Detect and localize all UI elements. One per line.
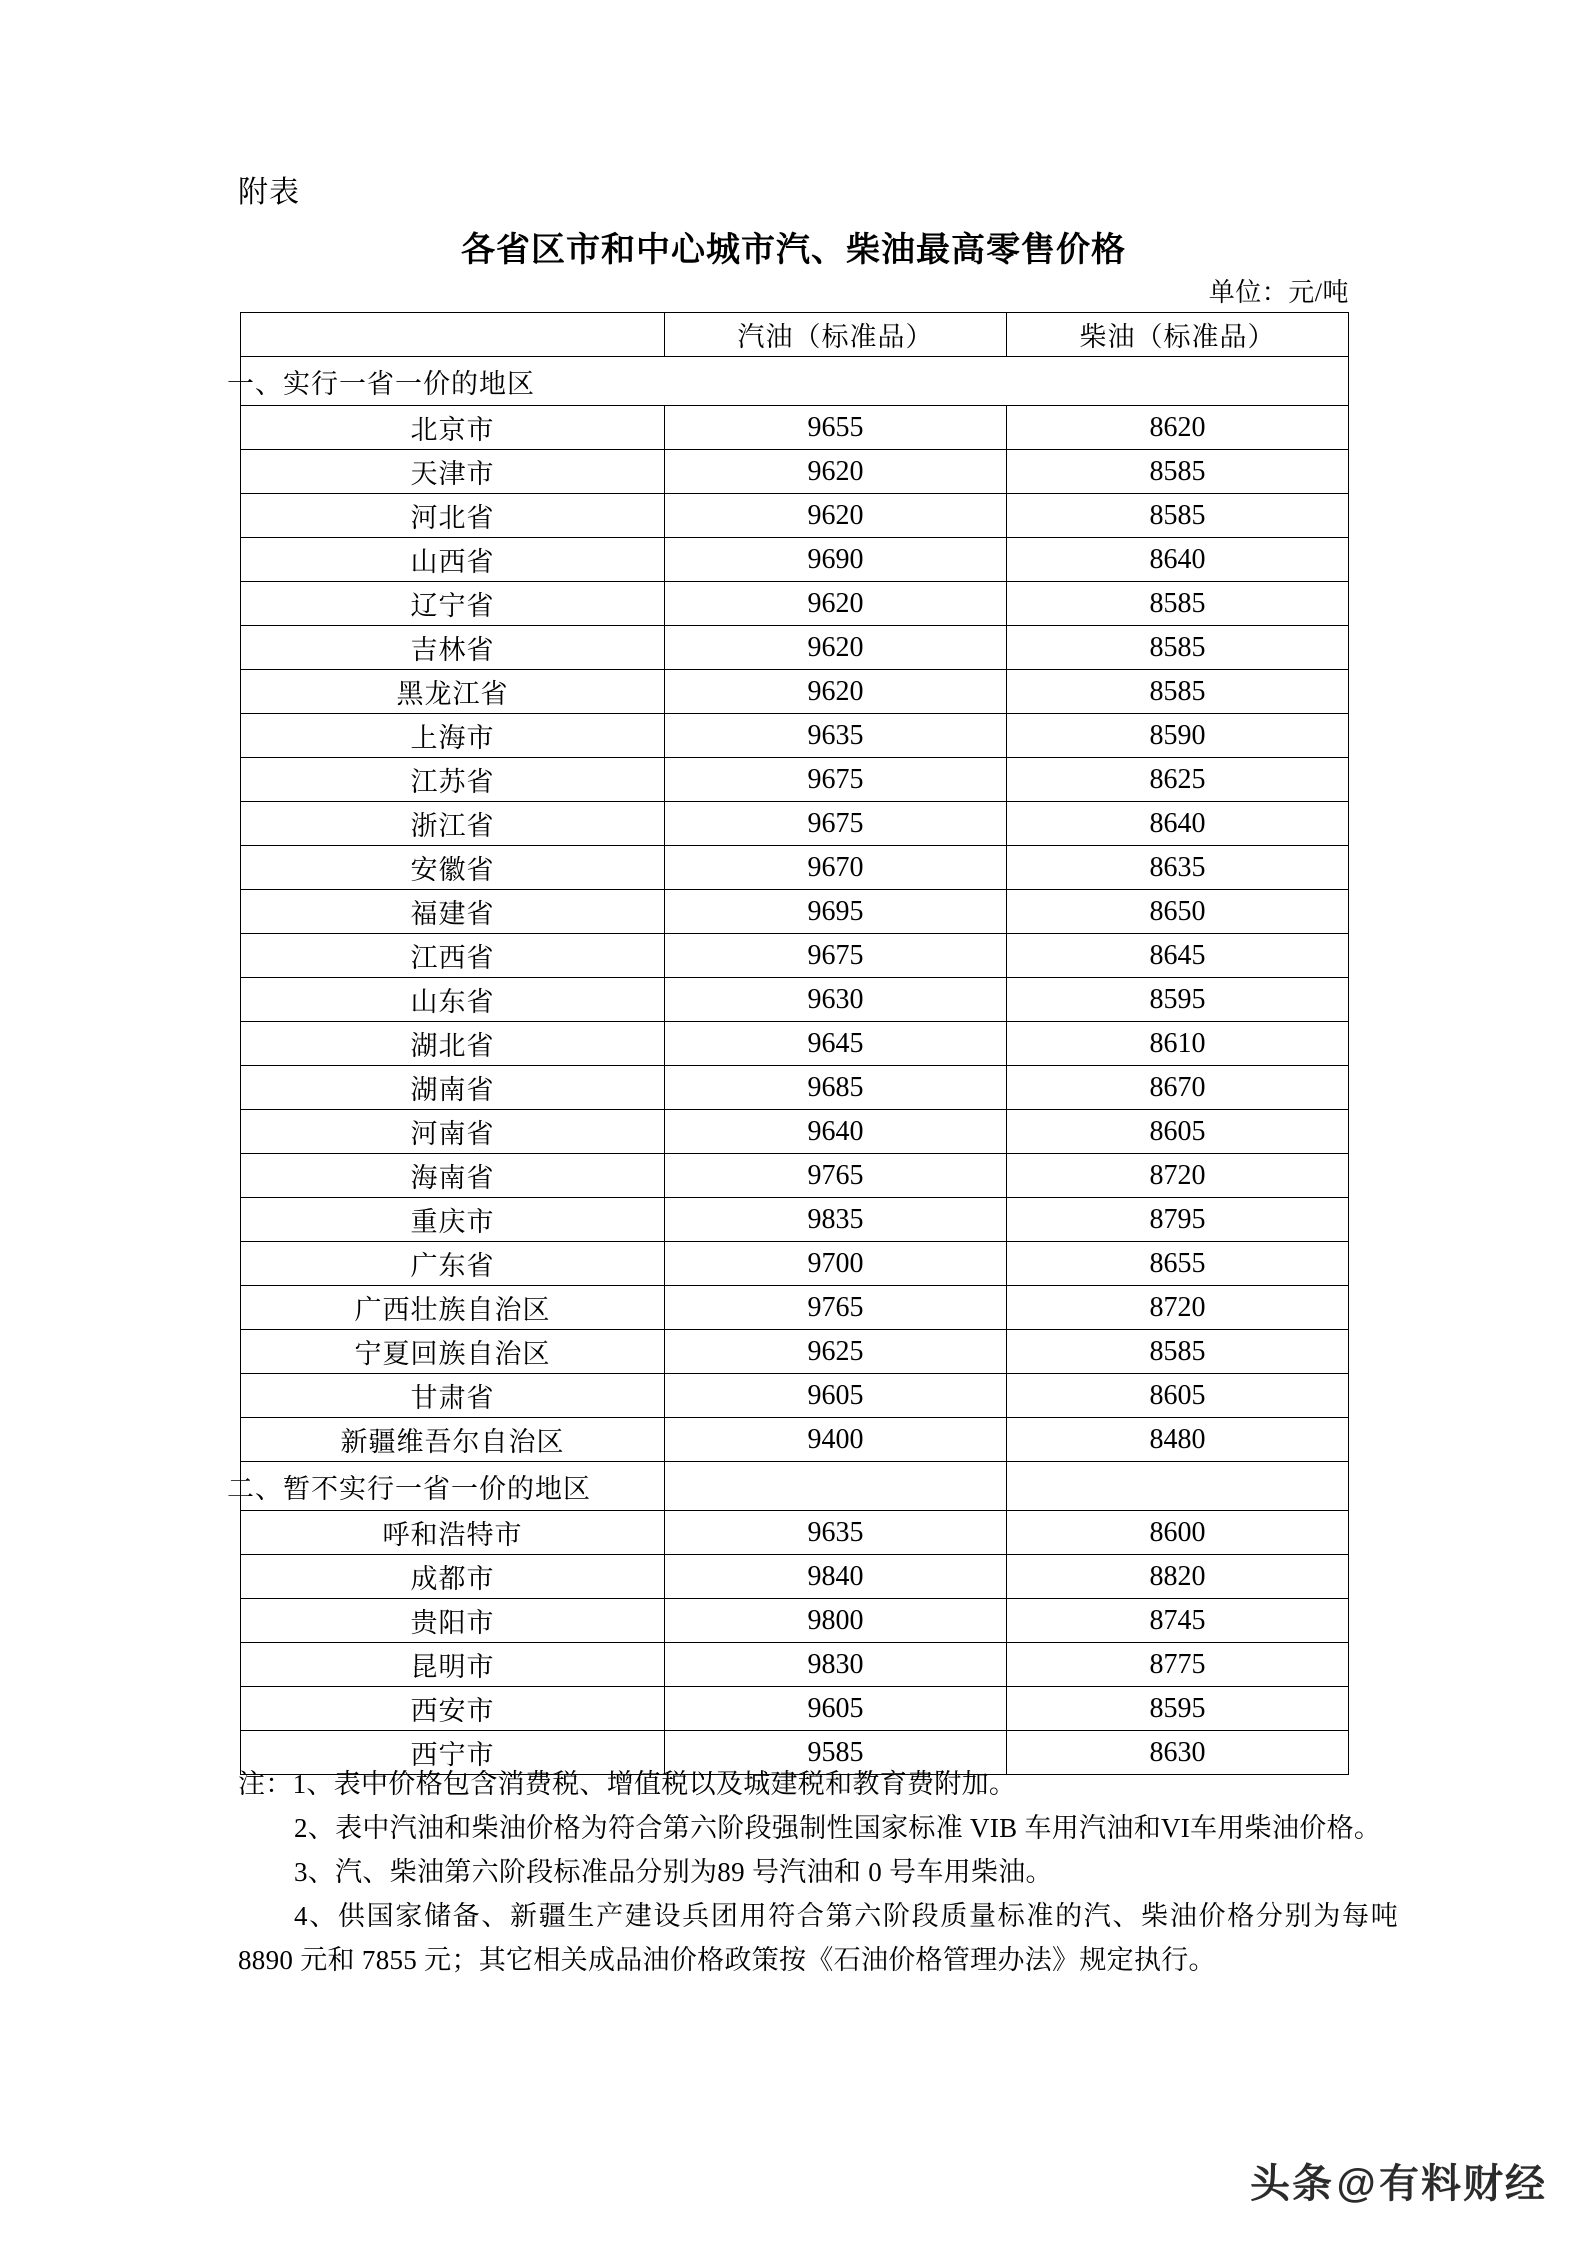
unit-note: 单位：元/吨 (1208, 278, 1349, 307)
cell-gasoline-price: 9765 (665, 1286, 1007, 1330)
cell-region: 甘肃省 (241, 1374, 665, 1418)
section-label: 一、实行一省一价的地区 (227, 368, 535, 399)
cell-diesel-price: 8670 (1007, 1066, 1349, 1110)
cell-region: 江西省 (241, 934, 665, 978)
cell-region: 江苏省 (241, 758, 665, 802)
cell-region: 北京市 (241, 406, 665, 450)
table-row (241, 626, 1349, 670)
cell-region: 呼和浩特市 (241, 1511, 665, 1555)
cell-gasoline-price: 9585 (665, 1731, 1007, 1775)
table-row (241, 1110, 1349, 1154)
cell-gasoline-price: 9640 (665, 1110, 1007, 1154)
table-row (241, 934, 1349, 978)
table-row (241, 978, 1349, 1022)
cell-diesel-price: 8595 (1007, 978, 1349, 1022)
cell-gasoline-price: 9670 (665, 846, 1007, 890)
cell-gasoline-price: 9685 (665, 1066, 1007, 1110)
watermark (1250, 2152, 1547, 2209)
cell-diesel-price: 8775 (1007, 1643, 1349, 1687)
cell-gasoline-price: 9765 (665, 1154, 1007, 1198)
table-row (241, 846, 1349, 890)
cell-diesel-price: 8585 (1007, 1330, 1349, 1374)
cell-gasoline-price: 9695 (665, 890, 1007, 934)
cell-region: 山西省 (241, 538, 665, 582)
cell-region: 湖南省 (241, 1066, 665, 1110)
cell-gasoline-price: 9625 (665, 1330, 1007, 1374)
table-row (241, 1687, 1349, 1731)
cell-diesel-price: 8640 (1007, 802, 1349, 846)
cell-diesel-price: 8600 (1007, 1511, 1349, 1555)
cell-region: 河南省 (241, 1110, 665, 1154)
header-cell-diesel: 柴油（标准品） (1007, 313, 1349, 357)
table-row (241, 1374, 1349, 1418)
table-row (241, 1286, 1349, 1330)
table-row (241, 670, 1349, 714)
table-row (241, 758, 1349, 802)
cell-region: 辽宁省 (241, 582, 665, 626)
table-row (241, 1511, 1349, 1555)
cell-region: 安徽省 (241, 846, 665, 890)
note-item-3: 3、汽、柴油第六阶段标准品分别为89 号汽油和 0 号车用柴油。 (294, 1857, 1053, 1887)
section-label-cell (227, 1462, 665, 1511)
table-section-row (241, 357, 1349, 406)
cell-diesel-price: 8620 (1007, 406, 1349, 450)
cell-region: 黑龙江省 (241, 670, 665, 714)
cell-gasoline-price: 9620 (665, 670, 1007, 714)
section-label-cell (227, 357, 1349, 406)
section-label: 二、暂不实行一省一价的地区 (227, 1473, 591, 1504)
table-row (241, 1330, 1349, 1374)
cell-gasoline-price: 9620 (665, 494, 1007, 538)
watermark-account: 有料财经 (1379, 2162, 1547, 2206)
cell-region: 湖北省 (241, 1022, 665, 1066)
cell-region: 西宁市 (241, 1731, 665, 1775)
cell-region: 天津市 (241, 450, 665, 494)
table-row (241, 494, 1349, 538)
cell-diesel-price: 8585 (1007, 670, 1349, 714)
cell-diesel-price: 8655 (1007, 1242, 1349, 1286)
cell-gasoline-price: 9635 (665, 714, 1007, 758)
table-row (241, 450, 1349, 494)
cell-diesel-price: 8605 (1007, 1110, 1349, 1154)
cell-gasoline-price: 9655 (665, 406, 1007, 450)
price-table (227, 312, 1349, 1775)
table-row (241, 1198, 1349, 1242)
table-row (241, 1022, 1349, 1066)
cell-gasoline-price: 9675 (665, 802, 1007, 846)
cell-region: 吉林省 (241, 626, 665, 670)
cell-gasoline-price: 9675 (665, 758, 1007, 802)
table-row (241, 1555, 1349, 1599)
cell-region: 浙江省 (241, 802, 665, 846)
watermark-platform: 头条 (1249, 2162, 1334, 2206)
cell-gasoline-price: 9620 (665, 450, 1007, 494)
cell-diesel-price: 8585 (1007, 450, 1349, 494)
cell-gasoline-price: 9605 (665, 1374, 1007, 1418)
table-row (241, 1599, 1349, 1643)
cell-region: 广东省 (241, 1242, 665, 1286)
note-item-1: 注：1、表中价格包含消费税、增值税以及城建税和教育费附加。 (238, 1769, 1017, 1799)
cell-diesel-price: 8585 (1007, 582, 1349, 626)
cell-diesel-price: 8585 (1007, 626, 1349, 670)
cell-diesel-price: 8720 (1007, 1286, 1349, 1330)
cell-gasoline-price: 9800 (665, 1599, 1007, 1643)
cell-region: 昆明市 (241, 1643, 665, 1687)
note-item-4: 4、供国家储备、新疆生产建设兵团用符合第六阶段质量标准的汽、柴油价格分别为每吨 8890 元和 7855 元；其它相关成品油价格政策按《石油价格管理办法》规定执行。 (238, 1901, 1398, 1975)
table-row (241, 1643, 1349, 1687)
table-row (241, 802, 1349, 846)
table-section-row (241, 1462, 1349, 1511)
cell-diesel-price: 8585 (1007, 494, 1349, 538)
section-empty-cell-diesel (1007, 1462, 1349, 1511)
table-row (241, 1242, 1349, 1286)
cell-diesel-price: 8590 (1007, 714, 1349, 758)
watermark-at-symbol: @ (1335, 2162, 1377, 2206)
cell-diesel-price: 8795 (1007, 1198, 1349, 1242)
table-row (241, 1418, 1349, 1462)
cell-gasoline-price: 9605 (665, 1687, 1007, 1731)
cell-region: 贵阳市 (241, 1599, 665, 1643)
cell-gasoline-price: 9835 (665, 1198, 1007, 1242)
cell-diesel-price: 8625 (1007, 758, 1349, 802)
cell-diesel-price: 8820 (1007, 1555, 1349, 1599)
note-item-2: 2、表中汽油和柴油价格为符合第六阶段强制性国家标准 VIB 车用汽油和VI车用柴油价格。 (294, 1813, 1382, 1843)
cell-gasoline-price: 9645 (665, 1022, 1007, 1066)
cell-gasoline-price: 9635 (665, 1511, 1007, 1555)
table-row (241, 714, 1349, 758)
cell-gasoline-price: 9690 (665, 538, 1007, 582)
table-row (241, 582, 1349, 626)
header-cell-region (241, 313, 665, 357)
cell-region: 山东省 (241, 978, 665, 1022)
cell-gasoline-price: 9830 (665, 1643, 1007, 1687)
cell-region: 重庆市 (241, 1198, 665, 1242)
cell-region: 广西壮族自治区 (241, 1286, 665, 1330)
cell-region: 西安市 (241, 1687, 665, 1731)
cell-region: 成都市 (241, 1555, 665, 1599)
page-title: 各省区市和中心城市汽、柴油最高零售价格 (461, 231, 1126, 269)
table-row (241, 890, 1349, 934)
table-row (241, 406, 1349, 450)
cell-gasoline-price: 9620 (665, 582, 1007, 626)
notes-block (238, 1762, 1398, 1982)
cell-gasoline-price: 9620 (665, 626, 1007, 670)
table-header-row (241, 313, 1349, 357)
table-row (241, 1066, 1349, 1110)
cell-diesel-price: 8650 (1007, 890, 1349, 934)
table-row (241, 1154, 1349, 1198)
cell-gasoline-price: 9840 (665, 1555, 1007, 1599)
cell-gasoline-price: 9630 (665, 978, 1007, 1022)
cell-diesel-price: 8635 (1007, 846, 1349, 890)
cell-region: 上海市 (241, 714, 665, 758)
cell-region: 海南省 (241, 1154, 665, 1198)
cell-region: 新疆维吾尔自治区 (241, 1418, 665, 1462)
section-empty-cell-gasoline (665, 1462, 1007, 1511)
attachment-label: 附表 (238, 176, 300, 209)
cell-gasoline-price: 9675 (665, 934, 1007, 978)
cell-diesel-price: 8595 (1007, 1687, 1349, 1731)
cell-region: 河北省 (241, 494, 665, 538)
cell-diesel-price: 8645 (1007, 934, 1349, 978)
header-cell-gasoline: 汽油（标准品） (665, 313, 1007, 357)
cell-diesel-price: 8630 (1007, 1731, 1349, 1775)
cell-diesel-price: 8480 (1007, 1418, 1349, 1462)
cell-diesel-price: 8745 (1007, 1599, 1349, 1643)
cell-diesel-price: 8640 (1007, 538, 1349, 582)
table-row (241, 538, 1349, 582)
cell-diesel-price: 8605 (1007, 1374, 1349, 1418)
cell-gasoline-price: 9400 (665, 1418, 1007, 1462)
cell-region: 宁夏回族自治区 (241, 1330, 665, 1374)
cell-diesel-price: 8610 (1007, 1022, 1349, 1066)
cell-region: 福建省 (241, 890, 665, 934)
cell-diesel-price: 8720 (1007, 1154, 1349, 1198)
cell-gasoline-price: 9700 (665, 1242, 1007, 1286)
